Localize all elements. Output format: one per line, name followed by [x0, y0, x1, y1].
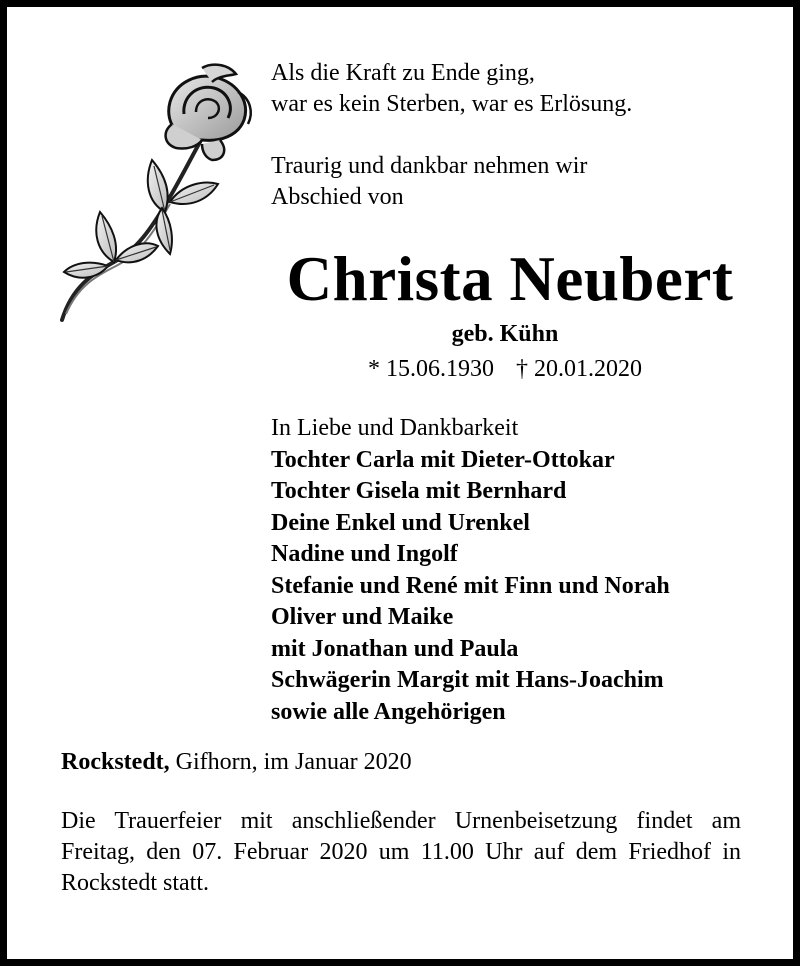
mourner-line: Stefanie und René mit Finn und Norah [271, 572, 670, 599]
mourners-heading: In Liebe und Dankbarkeit [271, 415, 519, 441]
birth-name: geb. Kühn [451, 321, 559, 347]
mourners-list [271, 413, 670, 728]
mourner-line: Tochter Gisela mit Bernhard [271, 478, 567, 504]
mourner-line: sowie alle Angehörigen [271, 698, 506, 725]
intro-text [271, 151, 587, 213]
place-rest: Gifhorn, im Januar 2020 [169, 749, 412, 775]
mourner-line: Oliver und Maike [271, 604, 454, 630]
mourner-line: Tochter Carla mit Dieter-Ottokar [271, 446, 615, 473]
deceased-name: Christa Neubert [286, 244, 734, 314]
motto-line: Als die Kraft zu Ende ging, [271, 60, 535, 86]
place-town: Rockstedt, [61, 749, 170, 775]
motto-verse [271, 58, 632, 120]
motto-line: war es kein Sterben, war es Erlösung. [271, 91, 633, 117]
place-date-line [61, 747, 412, 778]
mourner-line: Schwägerin Margit mit Hans-Joachim [271, 667, 664, 693]
birth-date: * 15.06.1930 [368, 356, 494, 382]
mourner-line: Deine Enkel und Urenkel [271, 509, 530, 536]
life-dates [0, 352, 800, 386]
mourner-line: mit Jonathan und Paula [271, 635, 519, 662]
mourner-line: Nadine und Ingolf [271, 541, 458, 567]
intro-line: Traurig und dankbar nehmen wir [271, 153, 588, 179]
death-date: † 20.01.2020 [516, 356, 642, 382]
intro-line: Abschied von [271, 184, 404, 210]
funeral-notice: Die Trauerfeier mit anschließender Urnenbeisetzung findet am Freitag, den 07. Februar 2020 um 11.00 Uhr auf dem Friedhof in Rockstedt statt. [61, 808, 741, 896]
